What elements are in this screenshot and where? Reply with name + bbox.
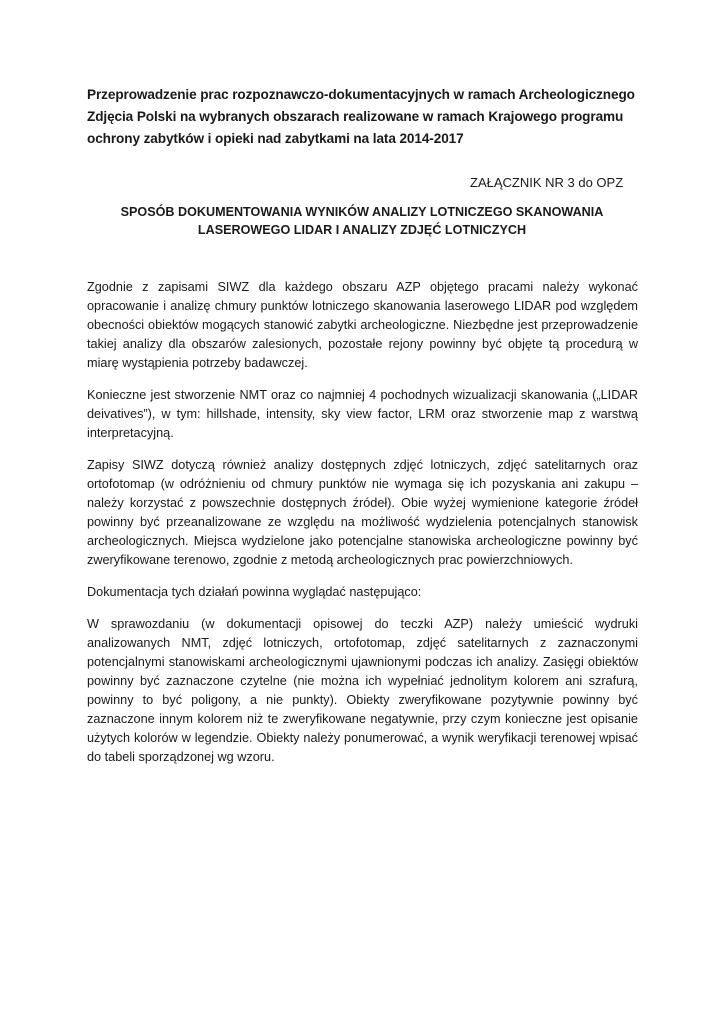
paragraph-documentation-intro: Dokumentacja tych działań powinna wyglądać następująco: <box>87 585 422 599</box>
document-body <box>87 278 638 780</box>
paragraph-report-requirements: W sprawozdaniu (w dokumentacji opisowej do teczki AZP) należy umieścić wydruki analizowanych NMT, zdjęć lotniczych, ortofotomap, zdjęć satelitarnych z zaznaczonymi potencjalnymi stanowiskami archeologicznymi ujawnionymi podczas ich analizy. Zasięgi obiektów powinny być zaznaczone czytelne (nie można ich wypełniać jednolitym kolorem ani szrafurą, powinny to być poligony, a nie punkty). Obiekty zweryfikowane pozytywnie powinny być zaznaczone innym kolorem niż te zweryfikowane negatywnie, przy czym konieczne jest opisanie użytych kolorów w legendzie. Obiekty należy ponumerować, a wynik weryfikacji terenowej wpisać do tabeli sporządzonej wg wzoru. <box>87 617 638 764</box>
annex-label: ZAŁĄCZNIK NR 3 do OPZ <box>470 175 624 190</box>
paragraph-aerial-photos: Zapisy SIWZ dotyczą również analizy dostępnych zdjęć lotniczych, zdjęć satelitarnych oraz ortofotomap (w odróżnieniu od chmury punktów nie wymaga się ich pozyskania ani zakupu – należy korzystać z powszechnie dostępnych źródeł). Obie wyżej wymienione kategorie źródeł powinny być przeanalizowane ze względu na możliwość wydzielenia potencjalnych stanowisk archeologicznych. Miejsca wydzielone jako potencjalne stanowiska archeologiczne powinny być zweryfikowane terenowo, zgodnie z metodą archeologicznych prac powierzchniowych. <box>87 458 638 567</box>
section-heading: SPOSÓB DOKUMENTOWANIA WYNIKÓW ANALIZY LOTNICZEGO SKANOWANIA LASEROWEGO LIDAR I ANALIZY ZDJĘĆ LOTNICZYCH <box>120 205 604 237</box>
paragraph-lidar-analysis: Zgodnie z zapisami SIWZ dla każdego obszaru AZP objętego pracami należy wykonać opracowanie i analizę chmury punktów lotniczego skanowania laserowego LIDAR pod względem obecności obiektów mogących stanowić zabytki archeologiczne. Niezbędne jest przeprowadzenie takiej analizy dla obszarów zalesionych, pozostałe rejony powinny być objęte tą procedurą w miarę wystąpienia potrzeby badawczej. <box>87 280 638 370</box>
paragraph-nmt-visualizations: Konieczne jest stworzenie NMT oraz co najmniej 4 pochodnych wizualizacji skanowania („LIDAR deivatives”), w tym: hillshade, intensity, sky view factor, LRM oraz stworzenie map z warstwą interpretacyjną. <box>87 388 638 440</box>
document-title: Przeprowadzenie prac rozpoznawczo-dokumentacyjnych w ramach Archeologicznego Zdjęcia Polski na wybranych obszarach realizowane w ramach Krajowego programu ochrony zabytków i opieki nad zabytkami na lata 2014-2017 <box>87 87 635 146</box>
